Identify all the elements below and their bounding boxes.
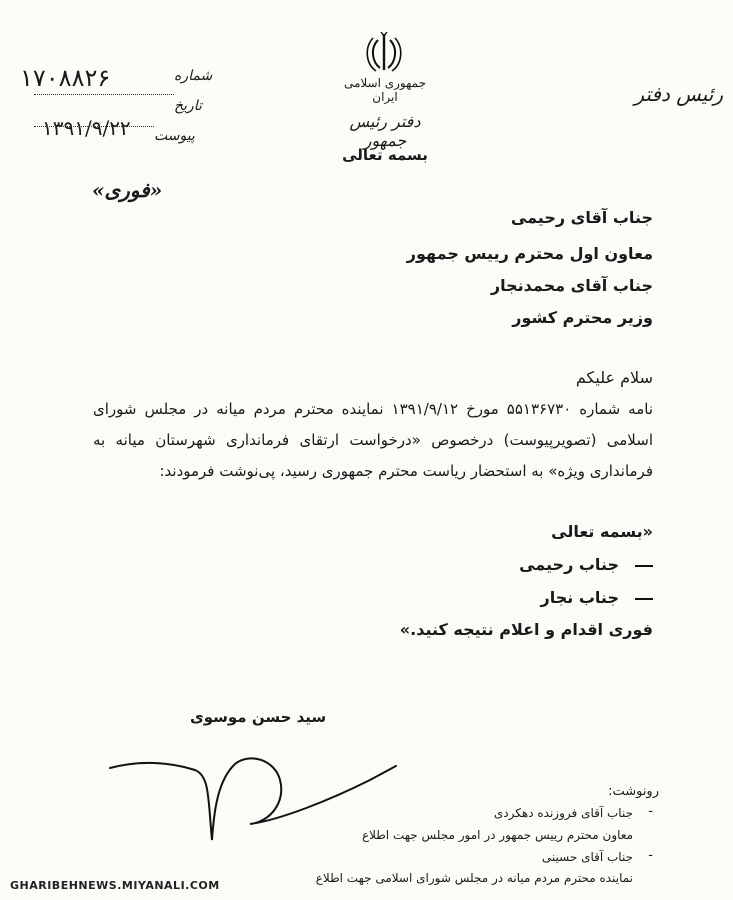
date-label: تاریخ <box>174 98 202 114</box>
copy-line-4: نماینده محترم مردم میانه در مجلس شورای اسلامی جهت اطلاع <box>315 871 633 885</box>
quote-end: فوری اقدام و اعلام نتیجه کنید.» <box>399 620 653 639</box>
header-office: دفتر رئیس جمهور <box>349 112 421 150</box>
dash-icon <box>635 565 653 567</box>
number-dotted-line <box>34 94 174 95</box>
dash-icon <box>635 598 653 600</box>
corner-note: رئیس دفتر <box>634 82 723 106</box>
letter-meta <box>14 64 224 150</box>
copy-line-2: معاون محترم رییس جمهور در امور مجلس جهت اطلاع <box>361 828 633 842</box>
quote-line-1-text: جناب رحیمی <box>519 555 619 574</box>
handwritten-signature <box>100 740 400 850</box>
date-dotted-line <box>34 126 154 127</box>
urgent-stamp: «فوری» <box>92 178 163 202</box>
addressee-4: وزیر محترم کشور <box>512 308 653 327</box>
body-paragraph: نامه شماره ۵۵۱۳۶۷۳۰ مورخ ۱۳۹۱/۹/۱۲ نماینده محترم مردم میانه در مجلس شورای اسلامی (تصویرپیوست) درخصوص «درخواست ارتقای فرمانداری شهرستان میانه به فرمانداری ویژه» به استحضار ریاست محترم جمهوری رسید، پی‌نوشت فرمودند: <box>93 400 654 480</box>
iran-emblem-icon <box>364 30 404 74</box>
copy-line-3: جناب آقای حسینی <box>541 850 633 864</box>
number-label: شماره <box>174 68 213 84</box>
watermark: GHARIBEHNEWS.MIYANALI.COM <box>10 879 220 892</box>
copy-bullet-2: - <box>648 848 653 863</box>
number-value: ۱۷۰۸۸۲۶ <box>20 64 111 92</box>
header-country: جمهوری اسلامی ایران <box>343 76 427 104</box>
signatory-name: سید حسن موسوی <box>190 708 327 726</box>
quote-line-2 <box>541 588 653 607</box>
addressee-2: معاون اول محترم رییس جمهور <box>406 244 653 263</box>
addressee-3: جناب آقای محمدنجار <box>490 276 653 295</box>
attachment-label: پیوست <box>154 128 195 144</box>
copy-bullet-1: - <box>648 804 653 819</box>
date-value: ۱۳۹۱/۹/۲۲ <box>42 116 131 140</box>
copy-line-1: جناب آقای فروزنده دهکردی <box>493 806 633 820</box>
quote-line-2-text: جناب نجار <box>540 588 619 607</box>
copies-title: رونوشت: <box>608 784 659 799</box>
quote-line-1 <box>519 555 653 574</box>
greeting: سلام علیکم <box>575 368 653 387</box>
quote-title: «بسمه تعالی <box>551 522 653 541</box>
header-bismillah: بسمه تعالی <box>342 146 428 164</box>
addressee-1: جناب آقای رحیمی <box>510 208 653 227</box>
